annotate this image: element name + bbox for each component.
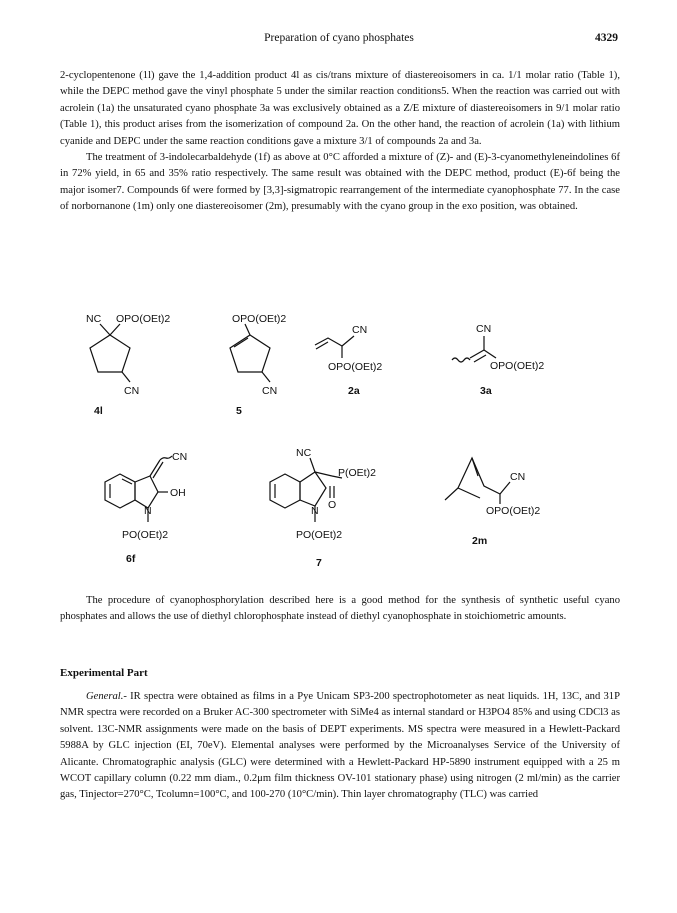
general-body: IR spectra were obtained as films in a Pye Unicam SP3-200 spectrophotometer as neat liquids. 1H, 13C, and 31P NMR spectra were recorded on a Bruker AC-300 spectrometer with SiMe4 as internal standard or H3PO4 85% and using CDCl3 as solvent. 13C-NMR assignments were made on the basis of DEPT experiments. MS spectra were measured in a Hewlett-Packard 5988A by GLC injection (EI, 70eV). Elemental analyses were performed by the Microanalyses Service of the University of Alicante. Chromatographic analysis (GLC) were determined with a Hewlett-Packard HP-5890 instrument equipped with a 25 m WCOT capillary column (0.22 mm diam., 0.2μm film thickness OV-101 stationary phase) using nitrogen (2 ml/min) as the carrier gas, Tinjector=270°C, Tcolumn=100°C, and 100-270 (10°C/min). Thin layer chromatography (TLC) was carried (60, 691, 620, 801)
running-title: Preparation of cyano phosphates (264, 32, 414, 44)
compound-7-structure (270, 447, 376, 569)
cn-label: CN (262, 385, 278, 397)
compound-number-3a: 3a (480, 385, 492, 397)
n-label: N (144, 505, 152, 517)
cn-label: CN (476, 323, 492, 335)
structures-svg (60, 300, 620, 585)
page-number: 4329 (595, 32, 618, 44)
compound-number-4l: 4l (94, 405, 103, 417)
compound-2a-structure (315, 324, 382, 397)
general-lead: General.- (86, 691, 127, 702)
poet-label: PO(OEt)2 (122, 529, 169, 541)
paragraph-2: The treatment of 3-indolecarbaldehyde (1f) as above at 0°C afforded a mixture of (Z)- and (E)-3-cyanomethyleneindolines 6f in 72% yield, in 65 and 35% ratio respectively. The same result was obtained with the DEPC method, product (E)-6f being the major isomer7. Compounds 6f were formed by [3,3]-sigmatropic rearrangement of the intermediate cyanophosphate 77. In the case of norbornanone (1m) only one diastereoisomer (2m), presumably with the cyano group in the exo position, was obtained. (60, 152, 620, 213)
compound-number-5: 5 (236, 405, 242, 417)
cn-label: CN (352, 324, 368, 336)
p-oet-label: P(OEt)2 (338, 467, 376, 479)
running-header (60, 32, 618, 48)
poet-label: PO(OEt)2 (296, 529, 343, 541)
cn-label: CN (172, 451, 188, 463)
compound-number-6f: 6f (126, 553, 136, 565)
paragraph-3: The procedure of cyanophosphorylation described here is a good method for the synthesis of synthetic useful cyano phosphates and allows the use of diethyl chlorophosphate instead of diethyl cyanophosphate in stoichiometric amounts. (60, 595, 620, 623)
opo-label: OPO(OEt)2 (232, 313, 287, 325)
opo-label: OPO(OEt)2 (490, 360, 545, 372)
paragraph-1: 2-cyclopentenone (1l) gave the 1,4-addition product 4l as cis/trans mixture of diastereoisomers in ca. 1/1 molar ratio (Table 1), while the DEPC method gave the vinyl phosphate 5 under the similar reaction conditions5. When the reaction was carried out with acrolein (1a) the unsaturated cyano phosphate 3a was exclusively obtained as a Z/E mixture of diastereoisomers in 9/1 molar ratio (Table 1), this product arises from the isomerization of compound 2a. On the other hand, the reaction of acrolein (1a) with lithium cyanide and DEPC under the same reaction conditions gave a mixture 3/1 of compounds 2a and 3a. (60, 70, 620, 147)
compound-number-2a: 2a (348, 385, 360, 397)
compound-number-2m: 2m (472, 535, 488, 547)
n-label: N (311, 505, 319, 517)
cn-label: NC (296, 447, 312, 459)
compound-4l-structure (86, 313, 170, 417)
compound-3a-structure (452, 323, 544, 397)
oh-label: OH (170, 487, 186, 499)
o-label: O (328, 499, 337, 511)
opo-label: OPO(OEt)2 (116, 313, 171, 325)
paragraph-4 (60, 689, 620, 804)
cn-label: NC (86, 313, 102, 325)
chemical-structures-scheme (60, 300, 620, 585)
cn-label: CN (124, 385, 140, 397)
text-block-top (60, 68, 620, 216)
opo-label: OPO(OEt)2 (328, 361, 383, 373)
compound-number-7: 7 (316, 557, 322, 569)
section-heading: Experimental Part (60, 667, 148, 679)
compound-6f-structure (105, 451, 187, 565)
compound-2m-structure (445, 458, 540, 547)
compound-5-structure (230, 313, 286, 417)
cn-label: CN (510, 471, 526, 483)
opo-label: OPO(OEt)2 (486, 505, 541, 517)
